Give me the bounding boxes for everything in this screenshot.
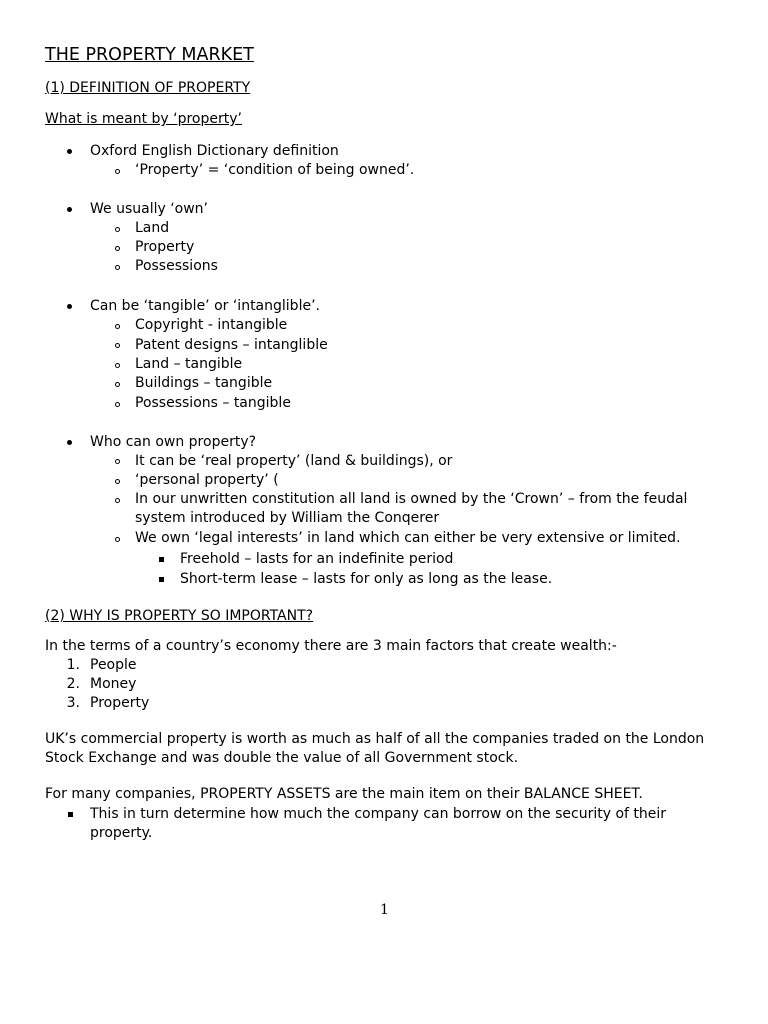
bullet-circle	[115, 498, 120, 503]
bullet-circle	[115, 246, 120, 251]
list-sub-sub-item: Freehold – lasts for an indefinite period	[180, 551, 454, 567]
list-number: 2.	[66, 676, 80, 692]
bullet-square	[68, 812, 73, 817]
section-1-subheading: What is meant by ‘property’	[45, 111, 242, 127]
list-sub-item: Land – tangible	[135, 356, 243, 372]
bullet-dot	[67, 207, 72, 212]
list-item: Property	[90, 695, 150, 711]
list-sub-item: We own ‘legal interests’ in land which can either be very extensive or limited.	[135, 530, 681, 546]
bullet-circle	[115, 382, 120, 387]
bullet-dot	[67, 440, 72, 445]
bullet-circle	[115, 227, 120, 232]
list-item: Can be ‘tangible’ or ‘intanglible’.	[90, 298, 320, 314]
bullet-circle	[115, 343, 120, 348]
list-item: People	[90, 657, 137, 673]
paragraph-line: UK’s commercial property is worth as much as half of all the companies traded on the London	[45, 731, 705, 747]
paragraph: In the terms of a country’s economy there are 3 main factors that create wealth:-	[45, 638, 617, 654]
list-number: 1.	[66, 657, 80, 673]
list-number: 3.	[66, 695, 80, 711]
list-sub-item: Property	[135, 239, 195, 255]
bullet-circle	[115, 169, 120, 174]
list-sub-item: Patent designs – intanglible	[135, 337, 328, 353]
list-sub-item: It can be ‘real property’ (land & buildings), or	[135, 453, 453, 469]
list-sub-item: ‘Property’ = ‘condition of being owned’.	[135, 162, 415, 178]
bullet-circle	[115, 324, 120, 329]
bullet-circle	[115, 537, 120, 542]
list-item: Oxford English Dictionary definition	[90, 143, 339, 159]
bullet-dot	[67, 304, 72, 309]
document-title: THE PROPERTY MARKET	[45, 45, 254, 65]
bullet-dot	[67, 149, 72, 154]
list-item: We usually ‘own’	[90, 201, 209, 217]
list-item: Who can own property?	[90, 434, 257, 450]
list-sub-item: ‘personal property’ (	[135, 472, 279, 488]
page-number: 1	[380, 902, 389, 918]
bullet-circle	[115, 265, 120, 270]
bullet-square	[159, 557, 164, 562]
bullet-circle	[115, 479, 120, 484]
list-sub-item: Buildings – tangible	[135, 375, 273, 391]
list-sub-item: In our unwritten constitution all land is owned by the ‘Crown’ – from the feudal	[135, 491, 688, 507]
section-1-heading: (1) DEFINITION OF PROPERTY	[45, 80, 251, 96]
section-2-heading: (2) WHY IS PROPERTY SO IMPORTANT?	[45, 608, 314, 624]
bullet-circle	[115, 402, 120, 407]
list-sub-item-continuation: system introduced by William the Conqerer	[135, 510, 440, 526]
list-item: This in turn determine how much the company can borrow on the security of their	[90, 806, 667, 822]
bullet-circle	[115, 363, 120, 368]
bullet-square	[159, 577, 164, 582]
paragraph-line: Stock Exchange and was double the value of all Government stock.	[45, 750, 519, 766]
list-item-continuation: property.	[90, 825, 153, 841]
bullet-circle	[115, 459, 120, 464]
list-sub-sub-item: Short-term lease – lasts for only as long as the lease.	[180, 571, 553, 587]
list-sub-item: Land	[135, 220, 170, 236]
paragraph: For many companies, PROPERTY ASSETS are the main item on their BALANCE SHEET.	[45, 786, 643, 802]
list-item: Money	[90, 676, 137, 692]
list-sub-item: Possessions	[135, 258, 218, 274]
list-sub-item: Copyright - intangible	[135, 317, 288, 333]
list-sub-item: Possessions – tangible	[135, 395, 291, 411]
